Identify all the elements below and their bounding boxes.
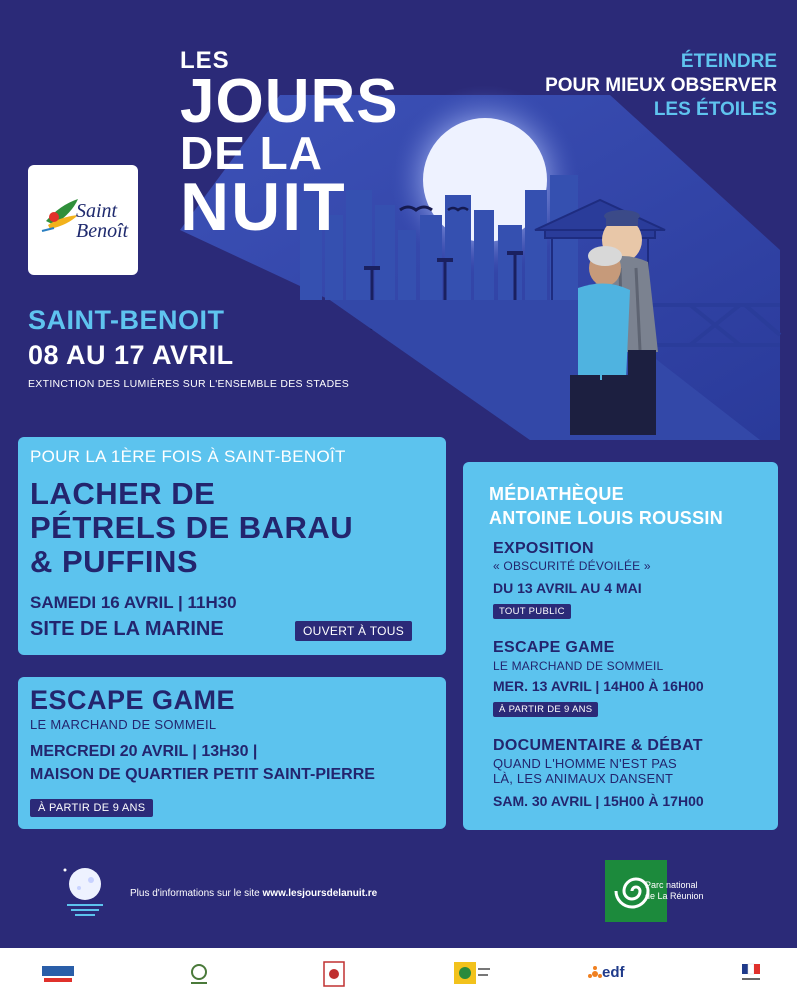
slogan-line-2: POUR MIEUX OBSERVER	[545, 75, 777, 96]
sponsor-logo-2-icon	[185, 960, 213, 988]
event-title	[180, 47, 420, 245]
edf-logo-text: edf	[602, 964, 625, 981]
card-escape-badge: À PARTIR DE 9 ANS	[30, 799, 153, 817]
doc-title: DOCUMENTAIRE & DÉBAT	[493, 737, 703, 754]
escape-title: ESCAPE GAME	[493, 639, 615, 656]
sponsor-logo-4-icon	[452, 960, 492, 988]
saint-benoit-logo	[28, 165, 138, 275]
title-line-jours: JOURS	[180, 67, 399, 136]
doc-datetime: SAM. 30 AVRIL | 15H00 À 17H00	[493, 793, 704, 809]
sponsor-logo-1-icon	[38, 960, 78, 988]
expo-subtitle: « OBSCURITÉ DÉVOILÉE »	[493, 559, 651, 573]
republique-logo-icon	[740, 960, 764, 988]
moon-logo-icon	[55, 862, 115, 922]
card-petrels-kicker: POUR LA 1ÈRE FOIS À SAINT-BENOÎT	[30, 447, 346, 466]
title-line-les: LES	[180, 47, 230, 74]
website-link[interactable]: www.lesjoursdelanuit.re	[262, 888, 378, 899]
card-mediatheque-heading: MÉDIATHÈQUE ANTOINE LOUIS ROUSSIN	[489, 484, 723, 528]
card-escape-subtitle: LE MARCHAND DE SOMMEIL	[30, 717, 217, 732]
slogan	[545, 50, 777, 122]
card-escape-location: MAISON DE QUARTIER PETIT SAINT-PIERRE	[30, 766, 375, 783]
expo-badge: TOUT PUBLIC	[493, 604, 571, 619]
escape-badge: À PARTIR DE 9 ANS	[493, 702, 598, 717]
card-escape-datetime: MERCREDI 20 AVRIL | 13H30 |	[30, 743, 258, 760]
expo-title: EXPOSITION	[493, 540, 594, 557]
card-petrels-heading: LACHER DE PÉTRELS DE BARAU & PUFFINS	[30, 476, 354, 579]
card-escape-game	[18, 677, 446, 829]
expo-dates: DU 13 AVRIL AU 4 MAI	[493, 580, 642, 596]
parc-national-logo	[605, 860, 735, 922]
sponsors-bar	[0, 948, 797, 1000]
card-petrels-badge: OUVERT À TOUS	[295, 621, 412, 641]
sponsor-logo-3-icon	[322, 960, 346, 988]
event-place: SAINT-BENOIT	[28, 305, 225, 335]
title-line-nuit: NUIT	[180, 169, 347, 245]
card-mediatheque	[463, 462, 778, 830]
edf-flower-icon	[588, 960, 602, 988]
event-dates: 08 AU 17 AVRIL	[28, 340, 234, 370]
card-petrels-location: SITE DE LA MARINE	[30, 618, 224, 640]
more-info-text: Plus d'informations sur le site www.lesjoursdelanuit.re	[130, 888, 378, 899]
escape-datetime: MER. 13 AVRIL | 14H00 À 16H00	[493, 678, 704, 694]
card-petrels-release	[18, 437, 446, 655]
parc-national-text: Parc national de La Réunion	[645, 880, 704, 901]
slogan-line-1: ÉTEINDRE	[680, 51, 777, 72]
saint-benoit-logo-text: Saint Benoît	[76, 200, 129, 242]
card-escape-heading: ESCAPE GAME	[30, 685, 236, 715]
event-extinction-note: EXTINCTION DES LUMIÈRES SUR L'ENSEMBLE DES STADES	[28, 378, 350, 390]
escape-subtitle: LE MARCHAND DE SOMMEIL	[493, 659, 664, 673]
doc-body: QUAND L'HOMME N'EST PAS LÀ, LES ANIMAUX DANSENT	[493, 756, 677, 786]
title-line-de-la: DE LA	[180, 127, 323, 179]
slogan-line-3: LES ÉTOILES	[653, 99, 777, 120]
card-petrels-datetime: SAMEDI 16 AVRIL | 11H30	[30, 593, 237, 612]
